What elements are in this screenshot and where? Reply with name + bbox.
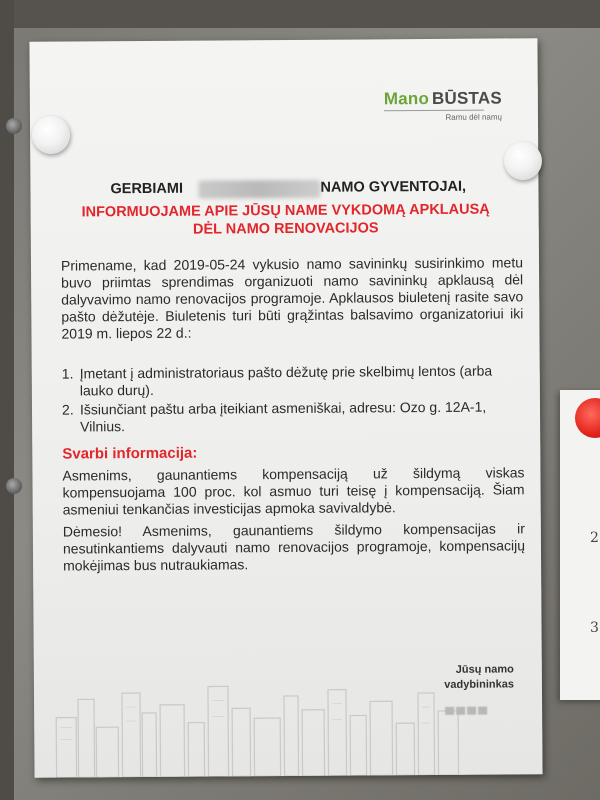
logo-divider: [384, 110, 484, 112]
redacted-address: [198, 180, 320, 199]
paragraph-warning: Dėmesio! Asmenims, gaunantiems šildymo kompensacijas ir nesutinkantiems dalyvauti namo renovacijos programoje, kompensacijų mokėjimas bus nutraukiamas.: [62, 520, 526, 574]
redacted-name: [444, 702, 502, 720]
paragraph-reminder: Primename, kad 2019-05-24 vykusio namo savininkų susirinkimo metu buvo priimtas sprendimas organizuoti namo savininkų apklausą dėl dalyvavimo namo renovacijos programoje. Apklausos biuletenį rasite savo pašto dėžutėje. Biuletenis turi būti grąžintas balsavimo organizatoriui iki 2019 m. liepos 22 d.:: [60, 254, 524, 342]
list-item: [62, 398, 524, 435]
greeting-part1: GERBIAMI: [110, 180, 184, 198]
return-methods-list: [62, 362, 524, 437]
logo-mano: Mano: [383, 88, 430, 109]
notice-heading: INFORMUOJAME APIE JŪSŲ NAME VYKDOMĄ APKLAUSĄ DĖL NAMO RENOVACIJOS: [81, 201, 490, 238]
signature-line1: Jūsų namo: [455, 663, 514, 676]
list-text: Išsiunčiant paštu arba įteikiant asmeniškai, adresu: Ozo g. 12A-1, Vilnius.: [79, 398, 487, 435]
mano-bustas-logo: [384, 88, 502, 122]
greeting-part2: NAMO GYVENTOJAI,: [320, 178, 467, 196]
signature-line2: vadybininkas: [444, 678, 514, 691]
list-number: 2.: [61, 401, 74, 418]
list-number: 1.: [61, 365, 74, 382]
important-info-title: Svarbi informacija:: [62, 444, 198, 463]
pushpin-icon: [32, 116, 70, 154]
screw-icon: [6, 478, 22, 494]
signature-block: [444, 662, 514, 692]
list-text: Įmetant į administratoriaus pašto dėžutę prie skelbimų lentos (arba lauko durų).: [79, 362, 493, 399]
scribble: 2: [590, 530, 599, 546]
paragraph-compensation: Asmenims, gaunantiems kompensaciją už šildymą viskas kompensuojama 100 proc. kol asmuo turi teisę į kompensaciją. Šiam asmeniui tenkančias investicijas apmoka savivaldybė.: [62, 464, 525, 518]
logo-bustas: BŪSTAS: [431, 88, 502, 108]
board-frame-top: [0, 0, 600, 28]
pushpin-icon: [504, 142, 542, 180]
list-item: [62, 362, 524, 399]
screw-icon: [6, 118, 22, 134]
greeting-line: [30, 178, 538, 198]
logo-tagline: Ramu dėl namų: [445, 112, 503, 122]
notice-paper: [29, 38, 542, 778]
scribble: 3: [590, 620, 599, 636]
